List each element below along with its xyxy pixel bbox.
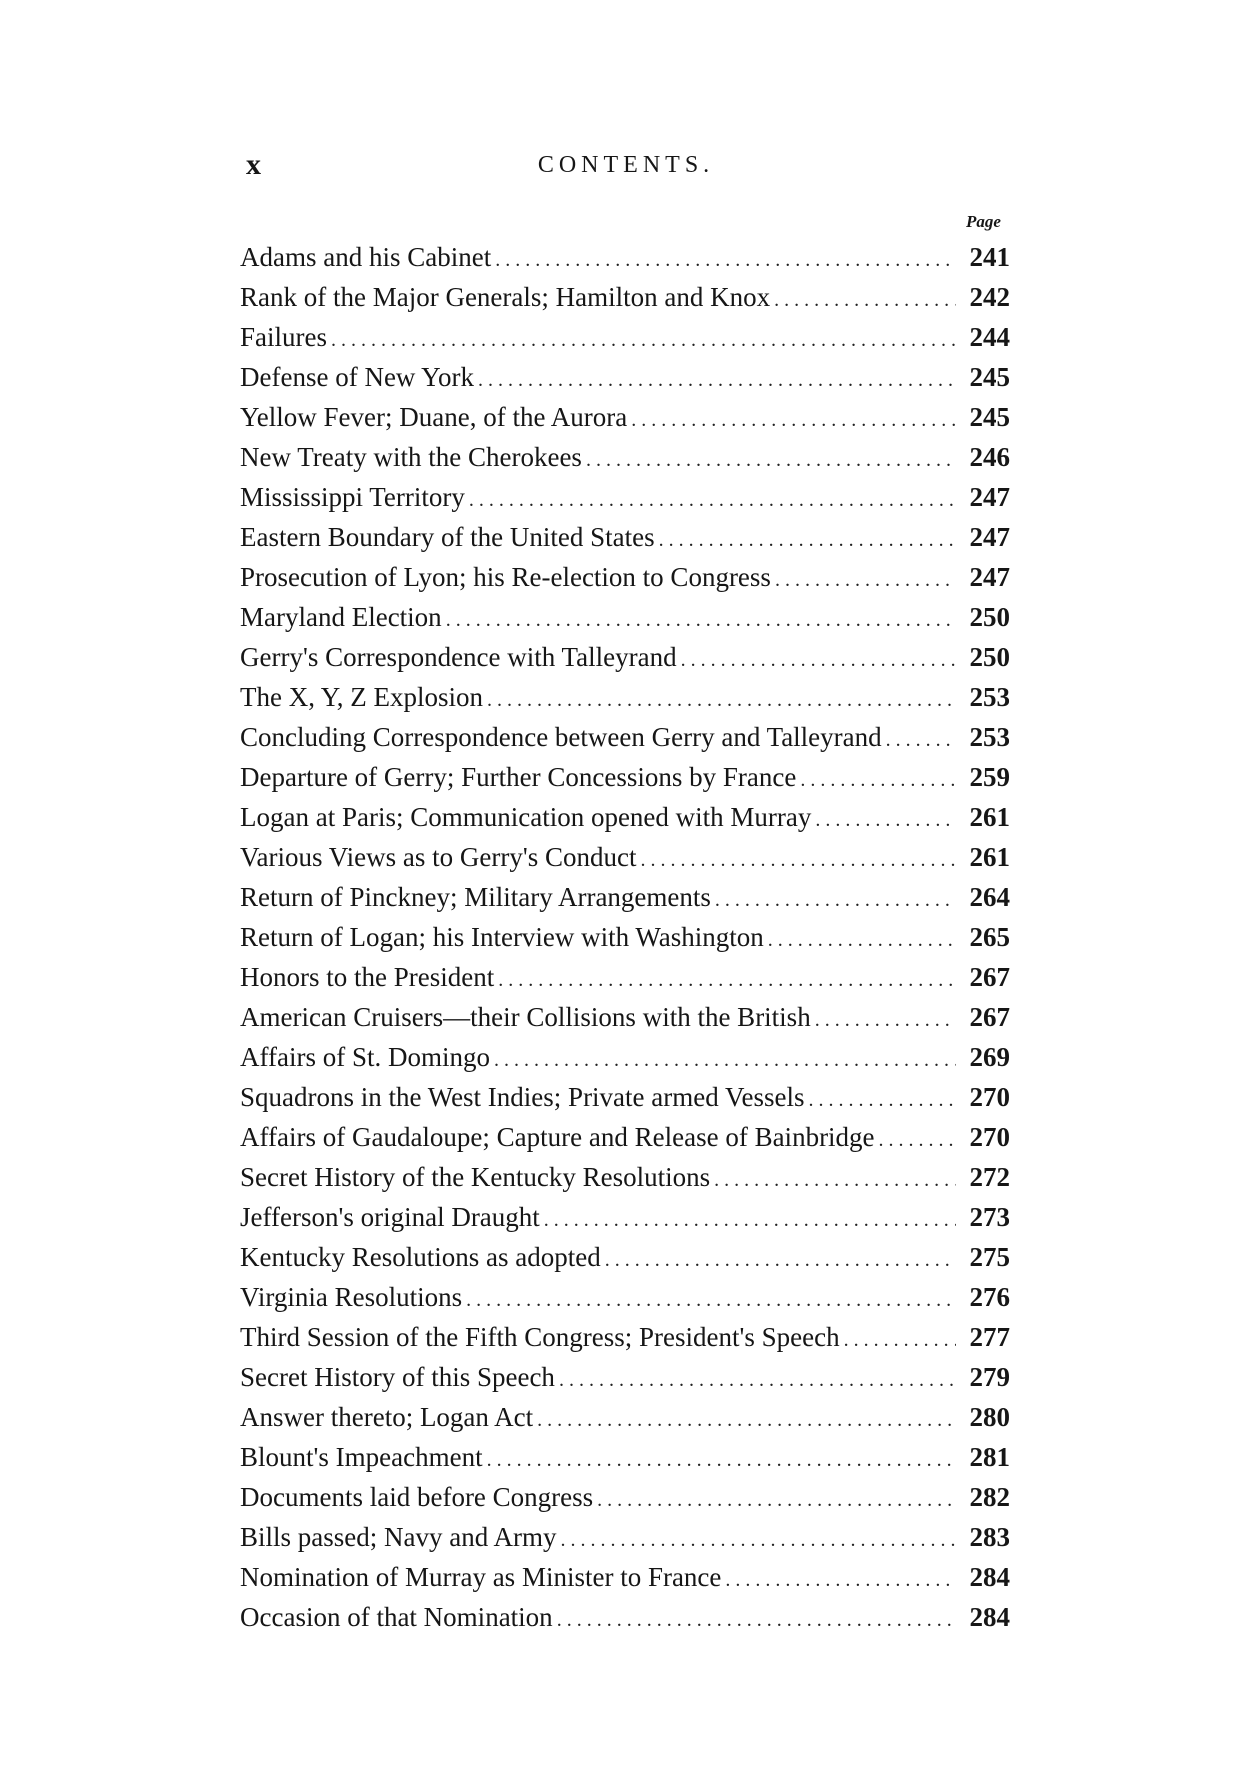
- entry-page-number: 250: [969, 602, 1010, 632]
- entry-page-number: 246: [969, 442, 1010, 472]
- entry-title: Failures: [240, 322, 327, 352]
- toc-entry: [240, 1477, 1010, 1517]
- dot-leader: [446, 600, 956, 640]
- toc-entry: [240, 1517, 1010, 1557]
- entry-page-number: 241: [969, 242, 1010, 272]
- entry-page-number: 272: [969, 1162, 1010, 1192]
- dot-leader: [809, 1080, 957, 1120]
- entry-page-number: 247: [969, 482, 1010, 512]
- entry-title: Adams and his Cabinet: [240, 242, 492, 272]
- dot-leader: [659, 520, 956, 560]
- toc-entry: [240, 517, 1010, 557]
- dot-leader: [768, 920, 956, 960]
- toc-entry: [240, 1037, 1010, 1077]
- toc-entry: [240, 1197, 1010, 1237]
- toc-entry: [240, 477, 1010, 517]
- toc-entry: [240, 1397, 1010, 1437]
- page-column-label: Page: [966, 212, 1001, 231]
- dot-leader: [559, 1360, 956, 1400]
- toc-entry: [240, 797, 1010, 837]
- entry-page-number: 267: [969, 962, 1010, 992]
- entry-title: Gerry's Correspondence with Talleyrand: [240, 642, 677, 672]
- dot-leader: [478, 360, 956, 400]
- dot-leader: [498, 960, 956, 1000]
- entry-page-number: 245: [969, 362, 1010, 392]
- toc-entry: [240, 1557, 1010, 1597]
- entry-page-number: 277: [969, 1322, 1010, 1352]
- page-folio: x: [246, 148, 261, 181]
- entry-page-number: 261: [969, 802, 1010, 832]
- toc-entry: [240, 397, 1010, 437]
- page-header: [246, 148, 1006, 188]
- dot-leader: [715, 880, 956, 920]
- entry-title: Logan at Paris; Communication opened with Murray: [240, 802, 812, 832]
- dot-leader: [640, 840, 956, 880]
- toc-entry: [240, 437, 1010, 477]
- toc-entry: [240, 877, 1010, 917]
- entry-title: Return of Pinckney; Military Arrangements: [240, 882, 711, 912]
- running-head: CONTENTS.: [537, 152, 715, 178]
- entry-title: Documents laid before Congress: [240, 1482, 594, 1512]
- entry-page-number: 282: [969, 1482, 1010, 1512]
- entry-title: Secret History of the Kentucky Resolutions: [240, 1162, 711, 1192]
- toc-entry: [240, 1157, 1010, 1197]
- entry-page-number: 275: [969, 1242, 1010, 1272]
- entry-page-number: 264: [969, 882, 1010, 912]
- dot-leader: [469, 480, 956, 520]
- dot-leader: [605, 1240, 956, 1280]
- entry-title: Kentucky Resolutions as adopted: [240, 1242, 601, 1272]
- toc-entry: [240, 1277, 1010, 1317]
- entry-title: Maryland Election: [240, 602, 442, 632]
- toc-entry: [240, 1237, 1010, 1277]
- dot-leader: [714, 1160, 956, 1200]
- entry-title: Yellow Fever; Duane, of the Aurora: [240, 402, 628, 432]
- entry-title: American Cruisers—their Collisions with the British: [240, 1002, 811, 1032]
- entry-title: Rank of the Major Generals; Hamilton and Knox: [240, 282, 771, 312]
- entry-page-number: 270: [969, 1122, 1010, 1152]
- toc-entry: [240, 957, 1010, 997]
- dot-leader: [466, 1280, 956, 1320]
- entry-page-number: 267: [969, 1002, 1010, 1032]
- entry-title: New Treaty with the Cherokees: [240, 442, 582, 472]
- toc-entry: [240, 317, 1010, 357]
- toc-entry: [240, 757, 1010, 797]
- entry-page-number: 259: [969, 762, 1010, 792]
- dot-leader: [631, 400, 956, 440]
- dot-leader: [597, 1480, 956, 1520]
- toc-entry: [240, 357, 1010, 397]
- entry-page-number: 280: [969, 1402, 1010, 1432]
- dot-leader: [495, 240, 956, 280]
- entry-page-number: 281: [969, 1442, 1010, 1472]
- entry-page-number: 261: [969, 842, 1010, 872]
- entry-title: Eastern Boundary of the United States: [240, 522, 655, 552]
- entry-title: Blount's Impeachment: [240, 1442, 483, 1472]
- entry-page-number: 244: [969, 322, 1010, 352]
- dot-leader: [494, 1040, 956, 1080]
- entry-page-number: 283: [969, 1522, 1010, 1552]
- entry-page-number: 279: [969, 1362, 1010, 1392]
- entry-title: Concluding Correspondence between Gerry and Talleyrand: [240, 722, 882, 752]
- toc-entry: [240, 837, 1010, 877]
- entry-page-number: 284: [969, 1602, 1010, 1632]
- entry-title: Various Views as to Gerry's Conduct: [240, 842, 637, 872]
- entry-page-number: 265: [969, 922, 1010, 952]
- dot-leader: [560, 1520, 956, 1560]
- entry-title: Prosecution of Lyon; his Re-election to Congress: [240, 562, 771, 592]
- entry-title: Defense of New York: [240, 362, 474, 392]
- toc-entry: [240, 1117, 1010, 1157]
- entry-page-number: 284: [969, 1562, 1010, 1592]
- toc-entry: [240, 997, 1010, 1037]
- entry-title: Mississippi Territory: [240, 482, 465, 512]
- toc-entry: [240, 237, 1010, 277]
- entry-page-number: 270: [969, 1082, 1010, 1112]
- entry-title: Bills passed; Navy and Army: [240, 1522, 557, 1552]
- entry-title: Virginia Resolutions: [240, 1282, 463, 1312]
- dot-leader: [815, 800, 956, 840]
- toc-entry: [240, 1317, 1010, 1357]
- dot-leader: [844, 1320, 956, 1360]
- dot-leader: [879, 1120, 956, 1160]
- dot-leader: [544, 1200, 956, 1240]
- entry-title: Return of Logan; his Interview with Washington: [240, 922, 764, 952]
- dot-leader: [557, 1600, 956, 1640]
- entry-title: Third Session of the Fifth Congress; President's Speech: [240, 1322, 840, 1352]
- entry-title: Occasion of that Nomination: [240, 1602, 553, 1632]
- entry-page-number: 245: [969, 402, 1010, 432]
- toc-entry: [240, 597, 1010, 637]
- dot-leader: [725, 1560, 956, 1600]
- entry-title: Answer thereto; Logan Act: [240, 1402, 534, 1432]
- toc-entry: [240, 1437, 1010, 1477]
- dot-leader: [487, 680, 956, 720]
- entry-title: Departure of Gerry; Further Concessions by France: [240, 762, 797, 792]
- dot-leader: [331, 320, 956, 360]
- entry-title: The X, Y, Z Explosion: [240, 682, 483, 712]
- dot-leader: [487, 1440, 956, 1480]
- entry-page-number: 273: [969, 1202, 1010, 1232]
- entry-title: Honors to the President: [240, 962, 495, 992]
- dot-leader: [537, 1400, 956, 1440]
- entry-page-number: 250: [969, 642, 1010, 672]
- entry-title: Squadrons in the West Indies; Private armed Vessels: [240, 1082, 805, 1112]
- toc-entry: [240, 677, 1010, 717]
- entry-title: Affairs of Gaudaloupe; Capture and Release of Bainbridge: [240, 1122, 875, 1152]
- entry-page-number: 253: [969, 722, 1010, 752]
- entry-title: Secret History of this Speech: [240, 1362, 555, 1392]
- entry-page-number: 247: [969, 562, 1010, 592]
- entry-title: Jefferson's original Draught: [240, 1202, 540, 1232]
- entry-title: Nomination of Murray as Minister to France: [240, 1562, 722, 1592]
- entry-page-number: 269: [969, 1042, 1010, 1072]
- toc-entry: [240, 1597, 1010, 1637]
- toc-entry: [240, 1357, 1010, 1397]
- dot-leader: [775, 560, 956, 600]
- toc-entry: [240, 917, 1010, 957]
- entry-page-number: 247: [969, 522, 1010, 552]
- dot-leader: [586, 440, 956, 480]
- toc-entry: [240, 717, 1010, 757]
- entry-page-number: 253: [969, 682, 1010, 712]
- dot-leader: [774, 280, 956, 320]
- toc-entry: [240, 637, 1010, 677]
- toc-entry: [240, 557, 1010, 597]
- entry-title: Affairs of St. Domingo: [240, 1042, 490, 1072]
- dot-leader: [681, 640, 956, 680]
- entry-page-number: 276: [969, 1282, 1010, 1312]
- dot-leader: [800, 760, 956, 800]
- dot-leader: [886, 720, 956, 760]
- contents-list: [240, 237, 1010, 1637]
- entry-page-number: 242: [969, 282, 1010, 312]
- toc-entry: [240, 277, 1010, 317]
- toc-entry: [240, 1077, 1010, 1117]
- dot-leader: [815, 1000, 956, 1040]
